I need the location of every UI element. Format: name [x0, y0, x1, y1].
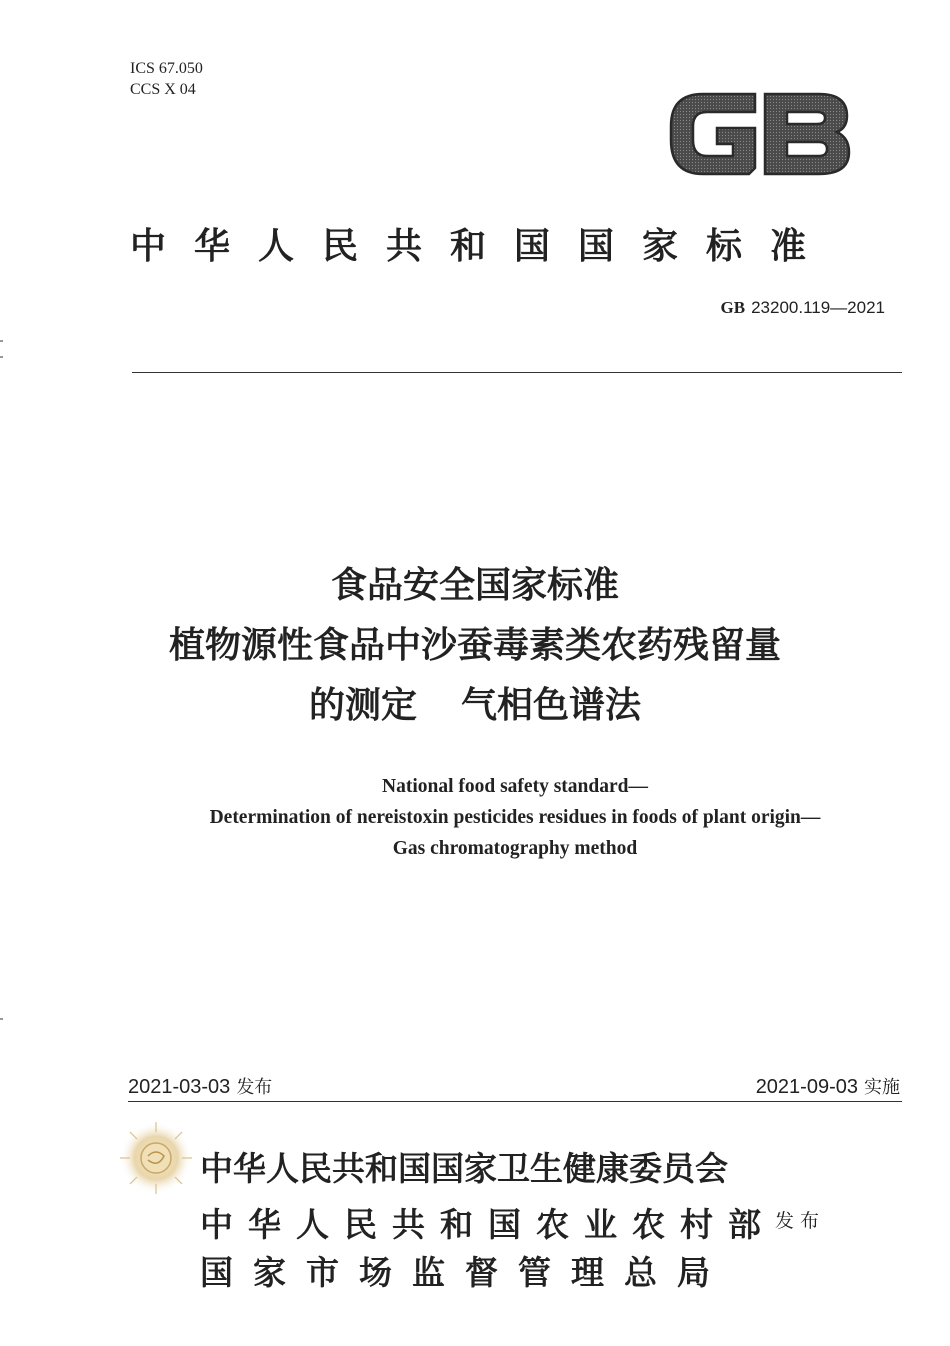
implementation-date — [756, 1073, 900, 1099]
standard-prefix: GB — [720, 298, 746, 317]
issue-label: 发布 — [236, 1077, 273, 1098]
national-standard-heading: 中华人民共和国国家标准 — [130, 225, 835, 267]
en-title-line-1: National food safety standard— — [382, 776, 648, 797]
scan-margin-mark — [0, 340, 3, 342]
issue-date-value: 2021-03-03 — [128, 1076, 231, 1098]
publish-label: 发布 — [775, 1210, 826, 1232]
standard-number — [721, 298, 885, 318]
gb-logo — [667, 86, 853, 180]
ics-code: ICS 67.050 — [130, 60, 203, 77]
en-title-line-2: Determination of nereistoxin pesticides residues in foods of plant origin— — [209, 807, 821, 828]
english-title — [0, 771, 950, 864]
classification-codes — [130, 58, 203, 100]
implementation-label: 实施 — [864, 1077, 900, 1098]
cn-title-line-3 — [0, 676, 950, 736]
issuer-samr: 国家市场监督管理总局 — [200, 1253, 730, 1292]
issuer-moa: 中华人民共和国农业农村部 — [200, 1205, 776, 1244]
issuer-nhc: 中华人民共和国国家卫生健康委员会 — [200, 1149, 728, 1188]
scan-margin-mark — [0, 1018, 3, 1020]
standard-code: 23200.119—2021 — [751, 298, 885, 317]
bottom-divider — [128, 1101, 902, 1102]
chinese-title — [0, 556, 950, 736]
top-divider — [132, 372, 902, 373]
cn-title-line-2: 植物源性食品中沙蚕毒素类农药残留量 — [168, 625, 781, 666]
en-title-line-3: Gas chromatography method — [392, 838, 638, 859]
issue-date — [128, 1073, 272, 1099]
ccs-code: CCS X 04 — [130, 81, 196, 98]
seal-emblem-icon — [118, 1120, 194, 1196]
cn-title-line-1: 食品安全国家标准 — [330, 565, 619, 606]
scan-margin-mark — [0, 356, 3, 358]
cn-title-line-3a: 的测定 — [308, 685, 417, 726]
cn-title-line-3b: 气相色谱法 — [461, 685, 642, 726]
implementation-date-value: 2021-09-03 — [755, 1076, 858, 1098]
